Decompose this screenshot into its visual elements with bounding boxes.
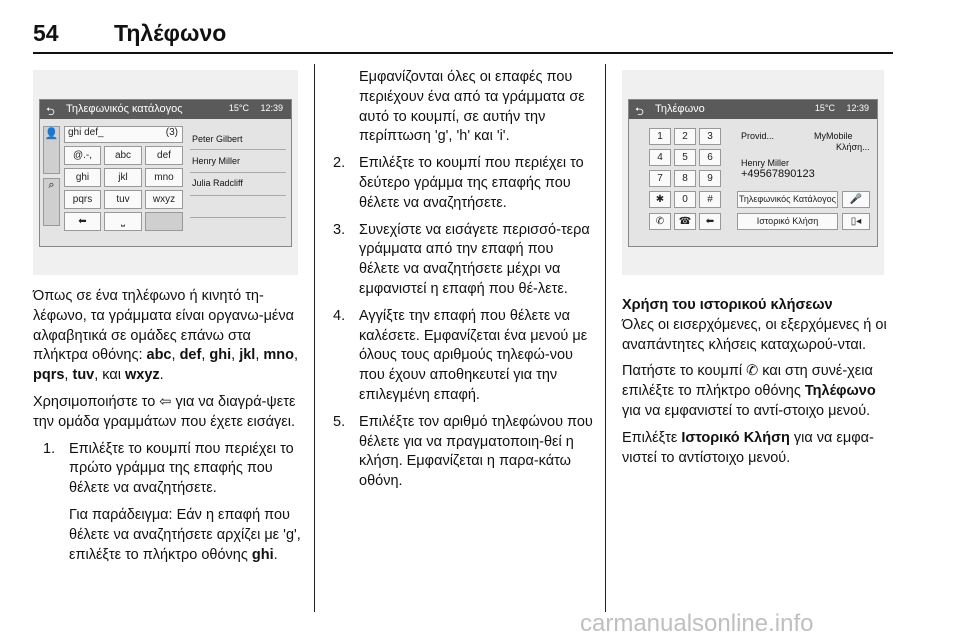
contact-item[interactable]: Henry Miller (192, 156, 241, 166)
column-divider (314, 64, 315, 612)
network-label: MyMobile (814, 131, 853, 141)
steps-list (333, 154, 595, 492)
contact-name: Henry Miller (741, 158, 790, 168)
page-title: Τηλέφωνο (114, 20, 227, 46)
result-count: (3) (165, 127, 178, 138)
key-tuv[interactable]: tuv (104, 190, 142, 209)
back-icon[interactable]: ⮌ (46, 106, 55, 118)
call-history-button[interactable]: Ιστορικό Κλήση (737, 213, 838, 230)
search-icon[interactable]: ⌕ (43, 178, 60, 226)
intro-paragraph: Όπως σε ένα τηλέφωνο ή κινητό τη-λέφωνο, τα γράμματα είναι οργανω-μένα αλφαβητικά σε ομάδες επάνω στα πλήκτρα οθόνης: abc, def, ghi, jkl, mno, pqrs, tuv, και wxyz. (33, 288, 299, 384)
clock: 12:39 (846, 103, 869, 113)
steps-list (33, 440, 301, 566)
key-symbols[interactable]: @.-, (64, 146, 101, 165)
key-def[interactable]: def (145, 146, 183, 165)
call-status: Κλήση... (836, 142, 870, 152)
left-column-text (33, 287, 301, 572)
separator (190, 172, 286, 173)
history-paragraph: Όλες οι εισερχόμενες, οι εξερχόμενες ή οι αναπάντητες κλήσεις καταχωρού-νται. (622, 316, 887, 353)
separator (190, 217, 286, 218)
phonebook-screen (39, 99, 292, 247)
page-header (33, 14, 893, 54)
blank-key (145, 212, 183, 231)
key-7[interactable]: 7 (649, 170, 671, 187)
step-5: 5. Επιλέξτε τον αριθμό τηλεφώνου που θέλετε για να πραγματοποιη-θεί η κλήση. Εμφανίζεται η παρα-κάτω οθόνη. (333, 413, 593, 490)
step-1: 1. Επιλέξτε το κουμπί που περιέχει το πρώτο γράμμα της επαφής που θέλετε να αναζητήσετε. Για παράδειγμα: Εάν η επαφή που θέλετε να αναζητήσετε αρχίζει με 'g', επιλέξτε το πλήκτρο οθόνης ghi. (43, 440, 301, 566)
backspace-icon[interactable]: ⬅ (699, 213, 721, 230)
key-hash[interactable]: # (699, 191, 721, 208)
back-icon[interactable]: ⮌ (635, 106, 644, 118)
key-mno[interactable]: mno (145, 168, 183, 187)
key-wxyz[interactable]: wxyz (145, 190, 183, 209)
section-heading: Χρήση του ιστορικού κλήσεων (622, 297, 833, 313)
key-star[interactable]: ✱ (649, 191, 671, 208)
temperature: 15°C (814, 103, 835, 113)
phone-screen (628, 99, 878, 247)
contacts-icon[interactable]: 👤 (43, 126, 60, 174)
contact-item[interactable]: Peter Gilbert (192, 134, 243, 144)
key-1[interactable]: 1 (649, 128, 671, 145)
handset-switch-icon[interactable]: ▯◂ (842, 213, 870, 230)
key-pqrs[interactable]: pqrs (64, 190, 101, 209)
contact-item[interactable]: Julia Radcliff (192, 178, 243, 188)
mute-icon[interactable]: 🎤 (842, 191, 870, 208)
search-field[interactable] (64, 126, 183, 143)
space-key[interactable]: ⎵ (104, 212, 142, 231)
key-4[interactable]: 4 (649, 149, 671, 166)
middle-column-text (333, 68, 595, 499)
call-icon[interactable]: ✆ (649, 213, 671, 230)
phonebook-button[interactable]: Τηλεφωνικός Κατάλογος (737, 191, 838, 208)
phone-screenshot (622, 70, 884, 275)
provider-label: Provid... (741, 131, 775, 141)
key-2[interactable]: 2 (674, 128, 696, 145)
screen-title: Τηλεφωνικός κατάλογος (66, 103, 183, 115)
hang-up-icon[interactable]: ☎ (674, 213, 696, 230)
separator (190, 195, 286, 196)
screen-title-bar (40, 100, 291, 119)
separator (190, 149, 286, 150)
clock: 12:39 (260, 103, 283, 113)
phonebook-screenshot (33, 70, 298, 275)
search-text: ghi def_ (68, 127, 104, 138)
step-2: 2. Επιλέξτε το κουμπί που περιέχει το δεύτερο γράμμα της επαφής που θέλετε να αναζητήσετε. (333, 155, 584, 211)
key-3[interactable]: 3 (699, 128, 721, 145)
key-6[interactable]: 6 (699, 149, 721, 166)
key-9[interactable]: 9 (699, 170, 721, 187)
temperature: 15°C (228, 103, 249, 113)
screen-title: Τηλέφωνο (655, 103, 705, 115)
backspace-key[interactable]: ⬅ (64, 212, 101, 231)
page-number: 54 (33, 20, 59, 46)
select-paragraph: Επιλέξτε Ιστορικό Κλήση για να εμφα-νιστεί το αντίστοιχο μενού. (622, 429, 874, 466)
column-divider (605, 64, 606, 612)
key-ghi[interactable]: ghi (64, 168, 101, 187)
key-8[interactable]: 8 (674, 170, 696, 187)
key-abc[interactable]: abc (104, 146, 142, 165)
watermark: carmanualsonline.info (580, 610, 814, 637)
right-column-text (622, 296, 892, 475)
delete-paragraph: Χρησιμοποιήστε το ⇦ για να διαγρά-ψετε την ομάδα γραμμάτων που έχετε εισάγει. (33, 393, 296, 430)
example-paragraph: Για παράδειγμα: Εάν η επαφή που θέλετε να αναζητήσετε αρχίζει με 'g', επιλέξτε το πλήκτρο οθόνης ghi. (69, 506, 301, 563)
continuation-paragraph: Εμφανίζονται όλες οι επαφές που περιέχουν ένα από τα γράμματα σε αυτό το κουμπί, σε αυτήν την περίπτωση 'g', 'h' και 'i'. (359, 69, 585, 145)
key-jkl[interactable]: jkl (104, 168, 142, 187)
step-3: 3. Συνεχίστε να εισάγετε περισσό-τερα γράμματα από την επαφή που θέλετε να αναζητήσετε μέχρι να εμφανιστεί η επαφή που θέ-λετε. (333, 221, 590, 297)
contact-number: +49567890123 (741, 168, 815, 180)
key-0[interactable]: 0 (674, 191, 696, 208)
instruction-paragraph: Πατήστε το κουμπί ✆ και στη συνέ-χεια επιλέξτε το πλήκτρο οθόνης Τηλέφωνο για να εμφανιστεί το αντί-στοιχο μενού. (622, 363, 876, 419)
step-4: 4. Αγγίξτε την επαφή που θέλετε να καλέσετε. Εμφανίζεται ένα μενού με όλους τους αριθμούς τηλεφώ-νου που έχουν αποθηκευτεί για την επιλεγμένη επαφή. (333, 307, 588, 403)
key-5[interactable]: 5 (674, 149, 696, 166)
screen-title-bar (629, 100, 877, 119)
